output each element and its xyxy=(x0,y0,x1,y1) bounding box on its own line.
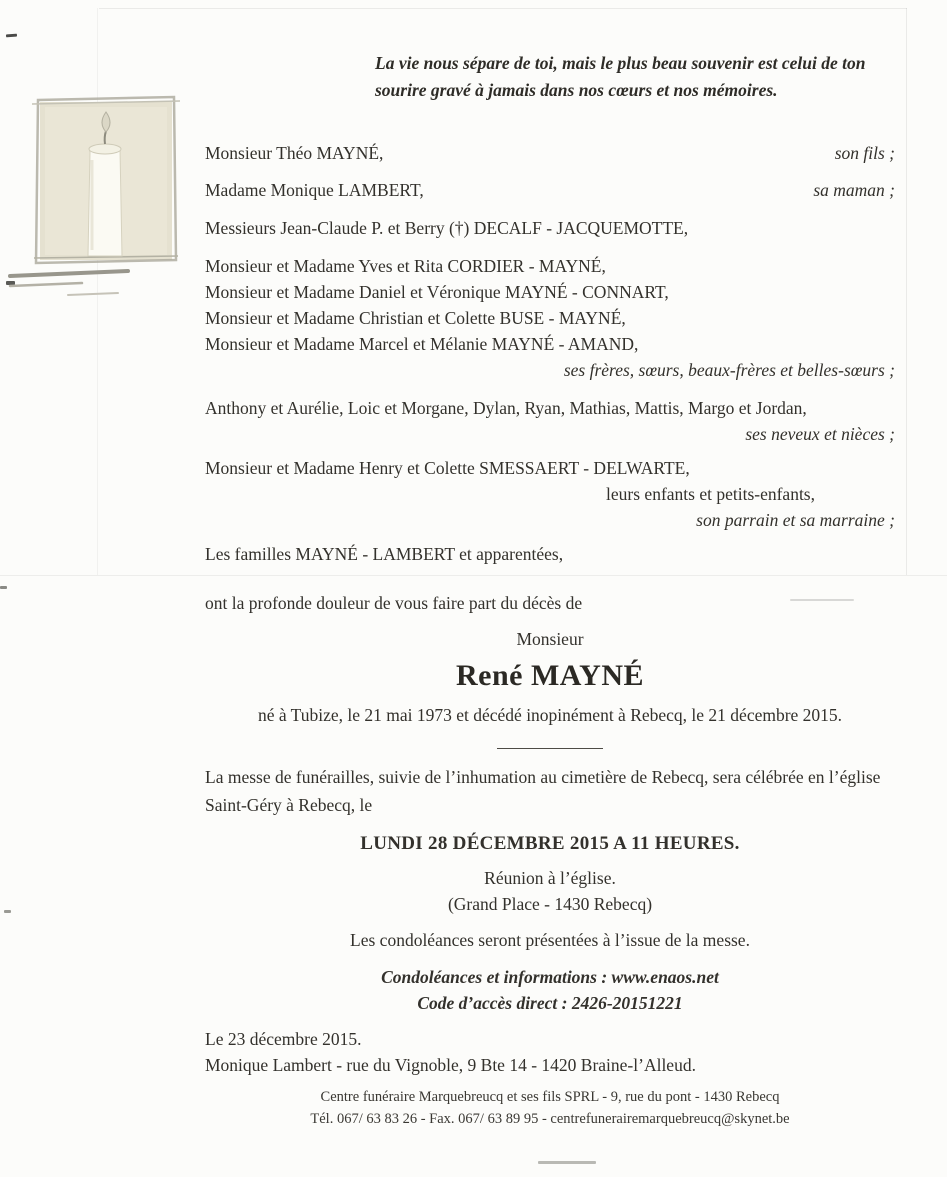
relation-label-siblings: ses frères, sœurs, beaux-frères et belles-sœurs ; xyxy=(563,360,895,380)
online-condolences-line: Condoléances et informations : www.enaos.net xyxy=(381,967,719,987)
mourner-row-decalf: Messieurs Jean-Claude P. et Berry (†) DECALF - JACQUEMOTTE, xyxy=(205,218,689,238)
mourner-row-sibling: Monsieur et Madame Daniel et Véronique MAYNÉ - CONNART, xyxy=(205,282,669,302)
mourner-row-sibling: Monsieur et Madame Marcel et Mélanie MAYNÉ - AMAND, xyxy=(205,334,639,354)
scan-artifact xyxy=(4,910,11,913)
mourner-row-sibling: Monsieur et Madame Yves et Rita CORDIER - MAYNÉ, xyxy=(205,256,606,276)
scan-artifact xyxy=(538,1161,596,1164)
ceremony-intro: La messe de funérailles, suivie de l’inhumation au cimetière de Rebecq, sera célébrée en l’église Saint-Géry à Rebecq, le xyxy=(205,767,881,815)
families-line: Les familles MAYNÉ - LAMBERT et apparentées, xyxy=(205,544,564,564)
funeral-home-name: Centre funéraire Marquebreucq et ses fils SPRL - 9, rue du pont - 1430 Rebecq xyxy=(320,1089,780,1105)
funeral-home-contact: Tél. 067/ 63 83 26 - Fax. 067/ 63 89 95 - centrefunerairemarquebreucq@skynet.be xyxy=(310,1111,790,1127)
scan-artifact xyxy=(0,586,7,589)
relation-label-nephews: ses neveux et nièces ; xyxy=(745,424,895,444)
ceremony-address: (Grand Place - 1430 Rebecq) xyxy=(447,894,653,914)
mourner-row-mother xyxy=(205,177,895,203)
deceased-title: Monsieur xyxy=(516,629,584,649)
announcement-intro: ont la profonde douleur de vous faire part du décès de xyxy=(205,593,583,613)
mourner-row-sibling: Monsieur et Madame Christian et Colette BUSE - MAYNÉ, xyxy=(205,308,626,328)
separator-rule xyxy=(497,748,603,749)
scan-artifact xyxy=(6,34,17,38)
mourner-row-godparents: Monsieur et Madame Henry et Colette SMESSAERT - DELWARTE, xyxy=(205,458,690,478)
scan-paper-edge xyxy=(906,8,907,575)
document-date: Le 23 décembre 2015. xyxy=(205,1029,362,1049)
relation-label: son fils ; xyxy=(834,143,895,163)
ceremony-datetime: LUNDI 28 DÉCEMBRE 2015 A 11 HEURES. xyxy=(360,833,740,854)
contact-address: Monique Lambert - rue du Vignoble, 9 Bte 14 - 1420 Braine-l’Alleud. xyxy=(205,1055,696,1075)
announcement-body xyxy=(205,140,895,1130)
godparents-children-line: leurs enfants et petits-enfants, xyxy=(606,484,815,504)
candle-artwork xyxy=(8,90,188,310)
birth-death-line: né à Tubize, le 21 mai 1973 et décédé inopinément à Rebecq, le 21 décembre 2015. xyxy=(257,705,843,725)
mourner-name: Madame Monique LAMBERT, xyxy=(205,180,424,200)
mourner-row-nephews: Anthony et Aurélie, Loic et Morgane, Dylan, Ryan, Mathias, Mattis, Margo et Jordan, xyxy=(205,398,807,418)
online-access-code: Code d’accès direct : 2426-20151221 xyxy=(417,993,683,1013)
mourner-name: Monsieur Théo MAYNÉ, xyxy=(205,143,384,163)
mourner-row-son xyxy=(205,140,895,166)
candle-icon xyxy=(8,90,188,305)
condolences-line: Les condoléances seront présentées à l’issue de la messe. xyxy=(350,930,750,950)
deceased-name: René MAYNÉ xyxy=(455,659,645,692)
epigraph-quote: La vie nous sépare de toi, mais le plus beau souvenir est celui de ton sourire gravé à jamais dans nos cœurs et nos mémoires. xyxy=(375,53,866,100)
ceremony-meeting: Réunion à l’église. xyxy=(484,868,616,888)
relation-label-godparents: son parrain et sa marraine ; xyxy=(696,510,895,530)
relation-label: sa maman ; xyxy=(813,180,895,200)
scan-paper-edge xyxy=(99,8,907,9)
